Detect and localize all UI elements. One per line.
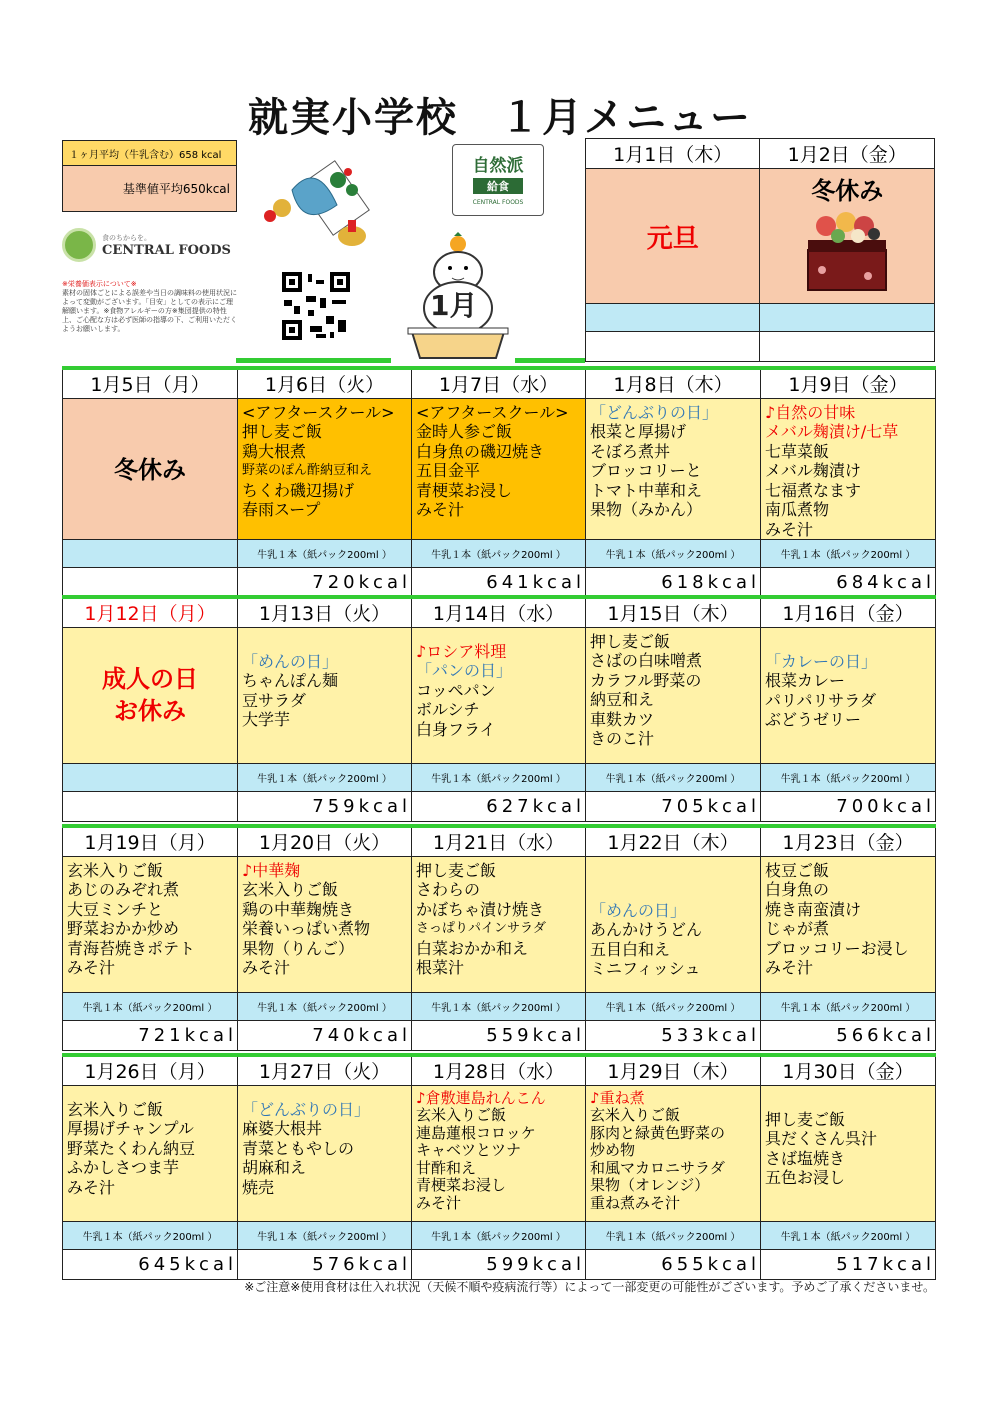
menu-item: 七草菜飯 [765, 441, 830, 461]
menu-item: 栄養いっぱい煮物 [242, 919, 371, 938]
kcal-value: 721kcal [63, 1020, 238, 1050]
divider [236, 358, 391, 363]
menu-theme: 「パンの日」 [416, 661, 513, 680]
milk-label: 牛乳１本（紙パック200ml ） [586, 992, 761, 1020]
menu-item: 青菜ともやしの [242, 1138, 355, 1158]
milk-cell [63, 540, 238, 568]
menu-cell [238, 398, 412, 540]
standard-average: 基準値平均650kcal [62, 166, 237, 212]
menu-cell [761, 1085, 936, 1221]
menu-item: みそ汁 [67, 958, 116, 977]
kcal-value [63, 568, 238, 598]
milk-label: 牛乳１本（紙パック200ml ） [412, 763, 586, 791]
footer-note: ※ご注意※使用食材は仕入れ状況（天候不順や疫病流行等）によって一部変更の可能性がございます。予めご了承くださいませ。 [244, 1280, 935, 1294]
milk-label: 牛乳１本（紙パック200ml ） [761, 540, 936, 568]
notes-body: 素材の固体ごとによる誤差や当日の調味料の使用状況によって変動がございます。「目安」としての表示にご理解願います。※食物アレルギーの方※集団提供の特性上、ご心配な方は必ず医師の指導の下、ご利用いただくようお願いします。 [62, 289, 237, 333]
kcal-value: 559kcal [412, 1020, 586, 1050]
menu-item: 青梗菜お浸し [416, 480, 513, 500]
milk-label: 牛乳１本（紙パック200ml ） [586, 1221, 761, 1249]
milk-cell [63, 763, 238, 791]
monthly-average: １ヶ月平均（牛乳含む）658 kcal [62, 140, 237, 166]
menu-item: ブロッコリーお浸し [765, 938, 909, 958]
menu-item: さば塩焼き [765, 1148, 846, 1168]
day-header: 1月27日（火） [238, 1055, 412, 1085]
menu-theme: ♪倉敷連島れんこん [416, 1088, 546, 1107]
day-header: 1月19日（月） [63, 826, 238, 856]
menu-item: みそ汁 [416, 1193, 462, 1212]
menu-theme: 「めんの日」 [242, 651, 339, 671]
milk-label: 牛乳１本（紙パック200ml ） [238, 540, 412, 568]
menu-theme: メバル麹漬け/七草 [765, 422, 899, 441]
week-2-table [62, 595, 936, 822]
milk-label: 牛乳１本（紙パック200ml ） [63, 1221, 238, 1249]
milk-label: 牛乳１本（紙パック200ml ） [63, 992, 238, 1020]
menu-item: トマト中華和え [590, 480, 703, 500]
menu-theme: ♪自然の甘味 [765, 402, 856, 422]
menu-item: 果物（オレンジ） [590, 1176, 710, 1194]
divider [515, 358, 585, 363]
menu-item: かぼちゃ漬け焼き [416, 899, 545, 919]
menu-item: 鶏の中華麹焼き [242, 899, 355, 919]
day-header: 1月15日（木） [586, 597, 761, 627]
menu-item: 玄米入りご飯 [242, 880, 339, 899]
menu-cell [412, 398, 586, 540]
menu-item: 鶏大根煮 [242, 441, 307, 461]
day-header: 1月1日（木） [586, 139, 760, 169]
menu-item: あんかけうどん [590, 920, 703, 939]
shizen-subtitle: 給食 [473, 178, 523, 194]
menu-cell [63, 1085, 238, 1221]
menu-item: 焼き南蛮漬け [765, 899, 862, 919]
info-panel [62, 140, 237, 334]
menu-item: <アフタースクール> [416, 402, 569, 422]
menu-cell [412, 856, 586, 992]
day-header: 1月16日（金） [761, 597, 936, 627]
menu-item: <アフタースクール> [242, 402, 395, 422]
day-header: 1月12日（月） [63, 597, 238, 627]
menu-item: 五色お浸し [765, 1168, 846, 1187]
menu-item: 和風マカロニサラダ [590, 1158, 725, 1177]
menu-item: 果物（みかん） [590, 500, 703, 519]
menu-cell [238, 856, 412, 992]
shizen-ha-logo [452, 144, 544, 216]
nutrition-notes [62, 280, 237, 334]
osechi-box-icon [802, 206, 892, 296]
menu-cell [412, 627, 586, 763]
menu-item: 重ね煮みそ汁 [590, 1193, 681, 1212]
kcal-value: 705kcal [586, 791, 761, 821]
menu-cell [586, 1085, 761, 1221]
menu-item: 玄米入りご飯 [67, 860, 164, 880]
day-header: 1月6日（火） [238, 368, 412, 398]
week-4-table [62, 1053, 936, 1280]
milk-label: 牛乳１本（紙パック200ml ） [412, 1221, 586, 1249]
menu-item: ミニフィッシュ [590, 959, 701, 978]
menu-item: 白身魚の磯辺焼き [416, 441, 545, 461]
menu-item: 野菜おかか炒め [67, 919, 180, 938]
menu-item: 炒め物 [590, 1141, 636, 1159]
day-header: 1月26日（月） [63, 1055, 238, 1085]
day-header: 1月20日（火） [238, 826, 412, 856]
menu-item: 春雨スープ [242, 500, 321, 519]
menu-theme: 「どんぶりの日」 [242, 1099, 371, 1119]
menu-item: コッペパン [416, 680, 496, 700]
day-header: 1月2日（金） [760, 139, 935, 169]
brand-name: CENTRAL FOODS [102, 242, 231, 258]
kcal-value: 599kcal [412, 1249, 586, 1279]
menu-item: 厚揚げチャンプル [67, 1119, 194, 1138]
day-header: 1月23日（金） [761, 826, 936, 856]
milk-cell [760, 304, 935, 332]
new-year-holiday-grid [585, 138, 935, 362]
day-header: 1月30日（金） [761, 1055, 936, 1085]
menu-item: 南瓜煮物 [765, 500, 830, 519]
kcal-value: 700kcal [761, 791, 936, 821]
menu-item: あじのみぞれ煮 [67, 880, 180, 899]
menu-item: さっぱりパインサラダ [416, 921, 546, 936]
menu-cell [761, 856, 936, 992]
menu-item: 具だくさん呉汁 [765, 1129, 878, 1148]
day-header: 1月21日（水） [412, 826, 586, 856]
day-header: 1月9日（金） [761, 368, 936, 398]
menu-item: 連島蓮根コロッケ [416, 1123, 536, 1142]
menu-item: 根菜カレー [765, 671, 846, 690]
qr-code-icon[interactable] [280, 270, 352, 342]
milk-label: 牛乳１本（紙パック200ml ） [412, 992, 586, 1020]
day-header: 1月28日（水） [412, 1055, 586, 1085]
menu-item: 白身魚の [765, 880, 830, 899]
menu-item: 玄米入りご飯 [416, 1106, 507, 1124]
menu-item: さわらの [416, 880, 481, 899]
menu-item: 果物（りんご） [242, 938, 355, 958]
kcal-value: 533kcal [586, 1020, 761, 1050]
brand-tagline: 食のちからを。 [102, 233, 151, 242]
menu-item: みそ汁 [242, 958, 291, 977]
shizen-brand: CENTRAL FOODS [472, 199, 524, 206]
menu-item: 枝豆ご飯 [765, 860, 830, 880]
new-year-toys-icon [262, 150, 382, 260]
kcal-value: 618kcal [586, 568, 761, 598]
menu-item: さばの白味噌煮 [590, 651, 703, 670]
shizen-title: 自然派 [472, 156, 524, 176]
page-title: 就実小学校 １月メニュー [248, 95, 752, 141]
kcal-cell [760, 332, 935, 362]
day-header: 1月5日（月） [63, 368, 238, 398]
menu-item: 白身フライ [416, 719, 496, 739]
holiday-cell [760, 169, 935, 304]
menu-item: カラフル野菜の [590, 670, 702, 690]
menu-item: メバル麹漬け [765, 461, 861, 480]
menu-theme: ♪重ね煮 [590, 1088, 645, 1107]
menu-item: 五目金平 [416, 461, 481, 480]
menu-cell [412, 1085, 586, 1221]
menu-item: きのこ汁 [590, 729, 655, 748]
day-header: 1月14日（水） [412, 597, 586, 627]
menu-cell [586, 398, 761, 540]
week-3-table [62, 824, 936, 1051]
menu-item: そぼろ煮丼 [590, 441, 671, 461]
menu-item: キャベツとツナ [416, 1141, 522, 1159]
kcal-value: 645kcal [63, 1249, 238, 1279]
menu-item: 金時人参ご飯 [416, 422, 513, 441]
day-header: 1月13日（火） [238, 597, 412, 627]
menu-cell [761, 398, 936, 540]
menu-item: 根菜汁 [416, 958, 465, 977]
kcal-value [63, 791, 238, 821]
menu-item: 野菜のぽん酢納豆和え [242, 463, 373, 478]
menu-item: ちゃんぽん麺 [242, 671, 339, 690]
menu-item: 青梗菜お浸し [416, 1176, 507, 1194]
milk-label: 牛乳１本（紙パック200ml ） [412, 540, 586, 568]
kcal-value: 576kcal [238, 1249, 412, 1279]
milk-cell [586, 304, 760, 332]
menu-item: 納豆和え [590, 690, 655, 709]
day-header: 1月29日（木） [586, 1055, 761, 1085]
menu-item: 押し麦ご飯 [416, 860, 497, 880]
menu-cell [63, 856, 238, 992]
leaf-logo-icon [62, 228, 96, 262]
menu-item: ブロッコリーと [590, 461, 702, 480]
menu-item: 白菜おかか和え [416, 938, 529, 958]
menu-item: 野菜たくわん納豆 [67, 1138, 196, 1158]
menu-item: 青海苔焼きポテト [67, 938, 196, 958]
menu-cell [761, 627, 936, 763]
menu-item: ちくわ磯辺揚げ [242, 480, 355, 500]
menu-theme: 「カレーの日」 [765, 651, 878, 671]
holiday-label: 成人の日お休み [63, 627, 238, 763]
menu-item: 根菜と厚揚げ [590, 422, 687, 441]
milk-label: 牛乳１本（紙パック200ml ） [586, 540, 761, 568]
kcal-value: 641kcal [412, 568, 586, 598]
milk-label: 牛乳１本（紙パック200ml ） [238, 763, 412, 791]
menu-item: 五目白和え [590, 939, 671, 959]
holiday-label: 冬休み [811, 177, 884, 205]
menu-item: 焼売 [242, 1177, 275, 1197]
milk-label: 牛乳１本（紙パック200ml ） [238, 1221, 412, 1249]
central-foods-logo [62, 222, 237, 268]
menu-theme: ♪中華麹 [242, 860, 301, 880]
menu-cell [238, 1085, 412, 1221]
kcal-value: 759kcal [238, 791, 412, 821]
day-header: 1月8日（木） [586, 368, 761, 398]
menu-item: 押し麦ご飯 [765, 1109, 846, 1129]
menu-cell [586, 627, 761, 763]
day-header: 1月22日（木） [586, 826, 761, 856]
menu-item: 大学芋 [242, 710, 291, 729]
menu-item: じゃが煮 [765, 919, 830, 938]
menu-item: パリパリサラダ [765, 690, 877, 710]
menu-item: 豆サラダ [242, 690, 306, 710]
menu-item: 玄米入りご飯 [67, 1099, 164, 1119]
menu-item: 甘酢和え [416, 1158, 477, 1177]
menu-item: ふかしさつま芋 [67, 1158, 180, 1177]
kcal-value: 720kcal [238, 568, 412, 598]
milk-label: 牛乳１本（紙パック200ml ） [238, 992, 412, 1020]
menu-theme: 「めんの日」 [590, 900, 687, 920]
menu-item: 押し麦ご飯 [590, 631, 671, 651]
menu-cell [586, 856, 761, 992]
menu-item: ぶどうゼリー [765, 710, 862, 729]
week-1-table [62, 366, 936, 598]
menu-item: 豚肉と緑黄色野菜の [590, 1123, 726, 1142]
kcal-value: 566kcal [761, 1020, 936, 1050]
menu-item: 大豆ミンチと [67, 899, 164, 919]
menu-theme: 「どんぶりの日」 [590, 402, 719, 422]
menu-item: ボルシチ [416, 700, 480, 719]
snowman-label: 1月 [430, 289, 478, 322]
menu-item: 玄米入りご飯 [590, 1106, 681, 1124]
menu-item: 車麩カツ [590, 709, 655, 729]
kcal-value: 684kcal [761, 568, 936, 598]
milk-label: 牛乳１本（紙パック200ml ） [761, 763, 936, 791]
kcal-cell [586, 332, 760, 362]
menu-item: みそ汁 [416, 500, 465, 519]
menu-item: 七福煮なます [765, 480, 862, 500]
menu-item: みそ汁 [765, 519, 814, 539]
menu-item: 麻婆大根丼 [242, 1119, 323, 1138]
milk-label: 牛乳１本（紙パック200ml ） [761, 1221, 936, 1249]
kcal-value: 517kcal [761, 1249, 936, 1279]
holiday-label: 元旦 [586, 169, 760, 304]
menu-theme: ♪ロシア料理 [416, 641, 507, 661]
milk-label: 牛乳１本（紙パック200ml ） [586, 763, 761, 791]
milk-label: 牛乳１本（紙パック200ml ） [761, 992, 936, 1020]
menu-item: 胡麻和え [242, 1158, 307, 1177]
menu-item: 押し麦ご飯 [242, 422, 323, 441]
menu-item: みそ汁 [67, 1177, 116, 1197]
kcal-value: 655kcal [586, 1249, 761, 1279]
day-header: 1月7日（水） [412, 368, 586, 398]
notes-title: ※栄養価表示について※ [62, 280, 137, 288]
holiday-label: 冬休み [63, 398, 238, 540]
menu-cell [238, 627, 412, 763]
kcal-value: 627kcal [412, 791, 586, 821]
kcal-value: 740kcal [238, 1020, 412, 1050]
menu-item: みそ汁 [765, 958, 814, 977]
